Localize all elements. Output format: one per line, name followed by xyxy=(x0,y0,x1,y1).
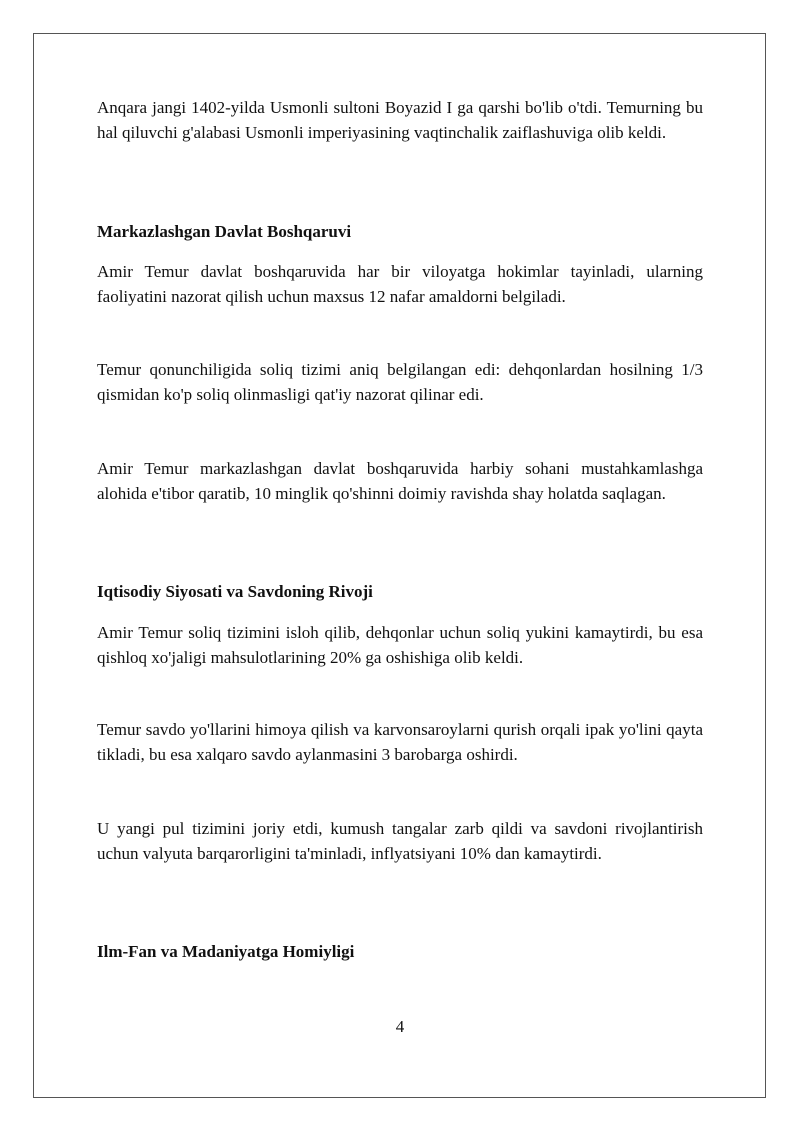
paragraph-tax-reform: Amir Temur soliq tizimini isloh qilib, dehqonlar uchun soliq yukini kamaytirdi, bu esa qishloq xo'jaligi mahsulotlarining 20% ga oshishiga olib keldi. xyxy=(97,623,703,667)
paragraph-military: Amir Temur markazlashgan davlat boshqaruvida harbiy sohani mustahkamlashga alohida e'tibor qaratib, 10 minglik qo'shinni doimiy ravishda shay holatda saqlagan. xyxy=(97,459,703,503)
heading-economic-policy: Iqtisodiy Siyosati va Savdoning Rivoji xyxy=(97,582,373,601)
paragraph-ankara-battle: Anqara jangi 1402-yilda Usmonli sultoni Boyazid I ga qarshi bo'lib o'tdi. Temurning bu hal qiluvchi g'alabasi Usmonli imperiyasining vaqtinchalik zaiflashuviga olib keldi. xyxy=(97,98,703,142)
paragraph-monetary-system: U yangi pul tizimini joriy etdi, kumush tangalar zarb qildi va savdoni rivojlantirish uchun valyuta barqarorligini ta'minladi, inflyatsiyani 10% dan kamaytirdi. xyxy=(97,819,703,863)
paragraph-governors: Amir Temur davlat boshqaruvida har bir viloyatga hokimlar tayinladi, ularning faoliyatini nazorat qilish uchun maxsus 12 nafar amaldorni belgiladi. xyxy=(97,262,703,306)
heading-centralized-government: Markazlashgan Davlat Boshqaruvi xyxy=(97,222,352,241)
page-number: 4 xyxy=(395,1017,405,1036)
paragraph-tax-law: Temur qonunchiligida soliq tizimi aniq belgilangan edi: dehqonlardan hosilning 1/3 qismidan ko'p soliq olinmasligi qat'iy nazorat qilinar edi. xyxy=(97,360,703,404)
paragraph-trade-routes: Temur savdo yo'llarini himoya qilish va karvonsaroylarni qurish orqali ipak yo'lini qayta tikladi, bu esa xalqaro savdo aylanmasini 3 barobarga oshirdi. xyxy=(97,720,703,764)
heading-science-culture: Ilm-Fan va Madaniyatga Homiyligi xyxy=(97,942,355,961)
